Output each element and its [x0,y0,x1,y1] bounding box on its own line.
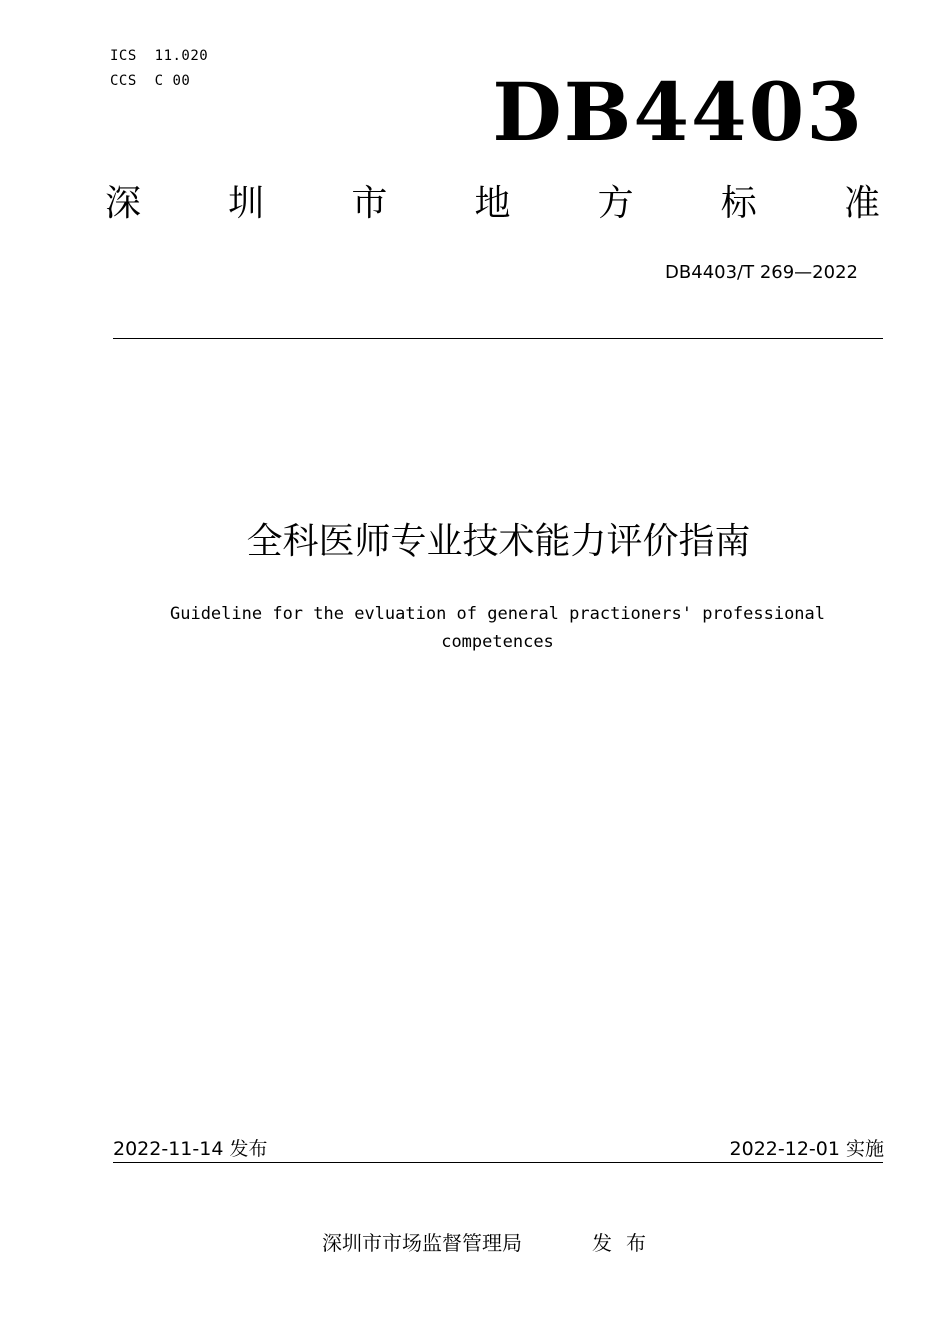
header-divider [113,338,883,339]
standard-type-char: 标 [720,183,757,224]
ccs-code: CCS C 00 [110,73,191,89]
implementation-date: 2022-12-01 实施 [729,1138,884,1160]
standard-number: DB4403/T 269—2022 [665,262,858,283]
standard-type-char: 方 [597,183,634,224]
standard-type-heading [105,183,880,224]
standard-type-char: 圳 [228,183,265,224]
standard-type-char: 准 [843,183,880,224]
standard-code-header: DB4403 [492,65,864,159]
standard-type-char: 深 [105,183,142,224]
footer-divider [113,1162,883,1163]
standard-type-char: 市 [351,183,388,224]
document-title-chinese: 全科医师专业技术能力评价指南 [246,521,751,562]
issue-date: 2022-11-14 发布 [113,1138,268,1160]
document-title-english: Guideline for the evluation of general practioners' professional competences [169,604,826,652]
publisher-action: 发布 [592,1231,660,1255]
ics-code: ICS 11.020 [110,48,209,64]
standard-type-char: 地 [474,183,511,224]
publisher-name: 深圳市市场监督管理局 [322,1231,522,1255]
